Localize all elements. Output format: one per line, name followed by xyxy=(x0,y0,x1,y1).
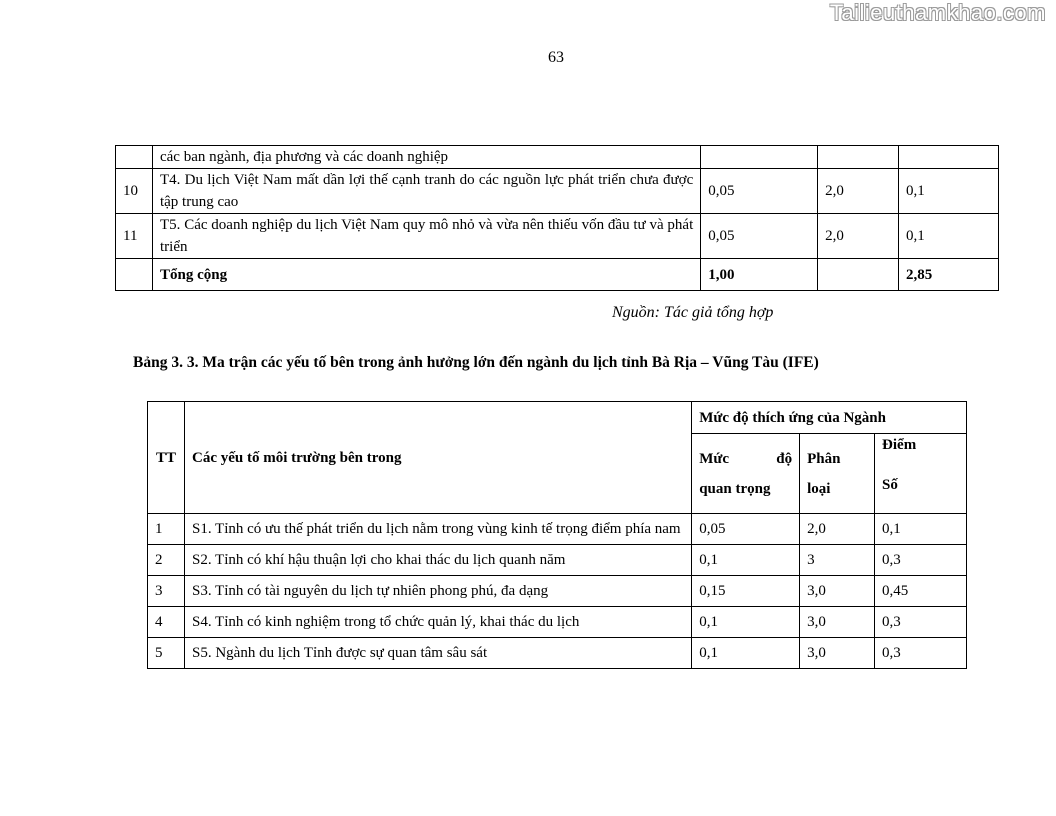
factor-cell: T5. Các doanh nghiệp du lịch Việt Nam quy mô nhỏ và vừa nên thiếu vốn đầu tư và phát triển xyxy=(152,214,700,259)
score-cell: 0,1 xyxy=(875,514,967,545)
weight-cell: 0,05 xyxy=(701,169,818,214)
weight-cell: 0,1 xyxy=(692,545,800,576)
factor-cell: các ban ngành, địa phương và các doanh nghiệp xyxy=(152,146,700,169)
factor-cell: S2. Tỉnh có khí hậu thuận lợi cho khai thác du lịch quanh năm xyxy=(184,545,691,576)
score-cell: 0,3 xyxy=(875,638,967,669)
header-weight-word1: Mức xyxy=(699,450,730,467)
total-label: Tổng cộng xyxy=(152,259,700,291)
header-weight-word2: độ xyxy=(776,450,793,467)
total-weight: 1,00 xyxy=(701,259,818,291)
weight-cell: 0,15 xyxy=(692,576,800,607)
score-cell: 0,3 xyxy=(875,607,967,638)
header-factors: Các yếu tố môi trường bên trong xyxy=(184,402,691,514)
table-caption: Bảng 3. 3. Ma trận các yếu tố bên trong ảnh hưởng lớn đến ngành du lịch tỉnh Bà Rịa – Vũng Tàu (IFE) xyxy=(133,354,819,371)
rating-cell xyxy=(818,146,899,169)
efe-table-continuation xyxy=(115,145,999,291)
header-weight-line2: quan trọng xyxy=(699,480,771,497)
total-row xyxy=(116,259,999,291)
rating-cell: 2,0 xyxy=(818,214,899,259)
weight-cell: 0,1 xyxy=(692,638,800,669)
total-rating xyxy=(818,259,899,291)
factor-cell: S3. Tỉnh có tài nguyên du lịch tự nhiên phong phú, đa dạng xyxy=(184,576,691,607)
weight-cell: 0,05 xyxy=(701,214,818,259)
tt-cell: 3 xyxy=(148,576,185,607)
score-cell: 0,1 xyxy=(899,169,999,214)
header-rating-line2: loại xyxy=(807,480,831,497)
tt-cell: 11 xyxy=(116,214,153,259)
rating-cell: 2,0 xyxy=(818,169,899,214)
source-note: Nguồn: Tác giả tổng hợp xyxy=(612,304,774,321)
score-cell: 0,1 xyxy=(899,214,999,259)
rating-cell: 3,0 xyxy=(800,607,875,638)
header-score xyxy=(875,434,967,514)
rating-cell: 2,0 xyxy=(800,514,875,545)
table-row xyxy=(148,576,967,607)
table-row xyxy=(116,146,999,169)
table-row xyxy=(148,607,967,638)
total-score: 2,85 xyxy=(899,259,999,291)
factor-cell: T4. Du lịch Việt Nam mất dần lợi thế cạnh tranh do các nguồn lực phát triển chưa được tập trung cao xyxy=(152,169,700,214)
page-number: 63 xyxy=(548,49,564,66)
tt-cell: 1 xyxy=(148,514,185,545)
tt-cell: 5 xyxy=(148,638,185,669)
tt-cell: 4 xyxy=(148,607,185,638)
score-cell xyxy=(899,146,999,169)
tt-cell: 2 xyxy=(148,545,185,576)
table-row xyxy=(116,169,999,214)
watermark: Tailieuthamkhao.com xyxy=(829,0,1046,25)
tt-cell xyxy=(116,259,153,291)
header-row xyxy=(148,402,967,434)
table-row xyxy=(148,545,967,576)
factor-cell: S5. Ngành du lịch Tỉnh được sự quan tâm sâu sát xyxy=(184,638,691,669)
ife-matrix-table xyxy=(147,401,967,669)
header-score-line2: Số xyxy=(882,477,898,493)
header-rating-line1: Phân xyxy=(807,450,841,467)
rating-cell: 3 xyxy=(800,545,875,576)
weight-cell: 0,05 xyxy=(692,514,800,545)
header-weight xyxy=(692,434,800,514)
header-group: Mức độ thích ứng của Ngành xyxy=(692,402,967,434)
weight-cell: 0,1 xyxy=(692,607,800,638)
header-tt: TT xyxy=(148,402,185,514)
table-row xyxy=(116,214,999,259)
tt-cell: 10 xyxy=(116,169,153,214)
score-cell: 0,3 xyxy=(875,545,967,576)
table-row xyxy=(148,514,967,545)
rating-cell: 3,0 xyxy=(800,638,875,669)
table-row xyxy=(148,638,967,669)
header-rating xyxy=(800,434,875,514)
weight-cell xyxy=(701,146,818,169)
score-cell: 0,45 xyxy=(875,576,967,607)
factor-cell: S1. Tỉnh có ưu thế phát triển du lịch nằm trong vùng kinh tế trọng điểm phía nam xyxy=(184,514,691,545)
header-score-line1: Điểm xyxy=(882,437,917,453)
tt-cell xyxy=(116,146,153,169)
factor-cell: S4. Tỉnh có kinh nghiệm trong tổ chức quản lý, khai thác du lịch xyxy=(184,607,691,638)
rating-cell: 3,0 xyxy=(800,576,875,607)
